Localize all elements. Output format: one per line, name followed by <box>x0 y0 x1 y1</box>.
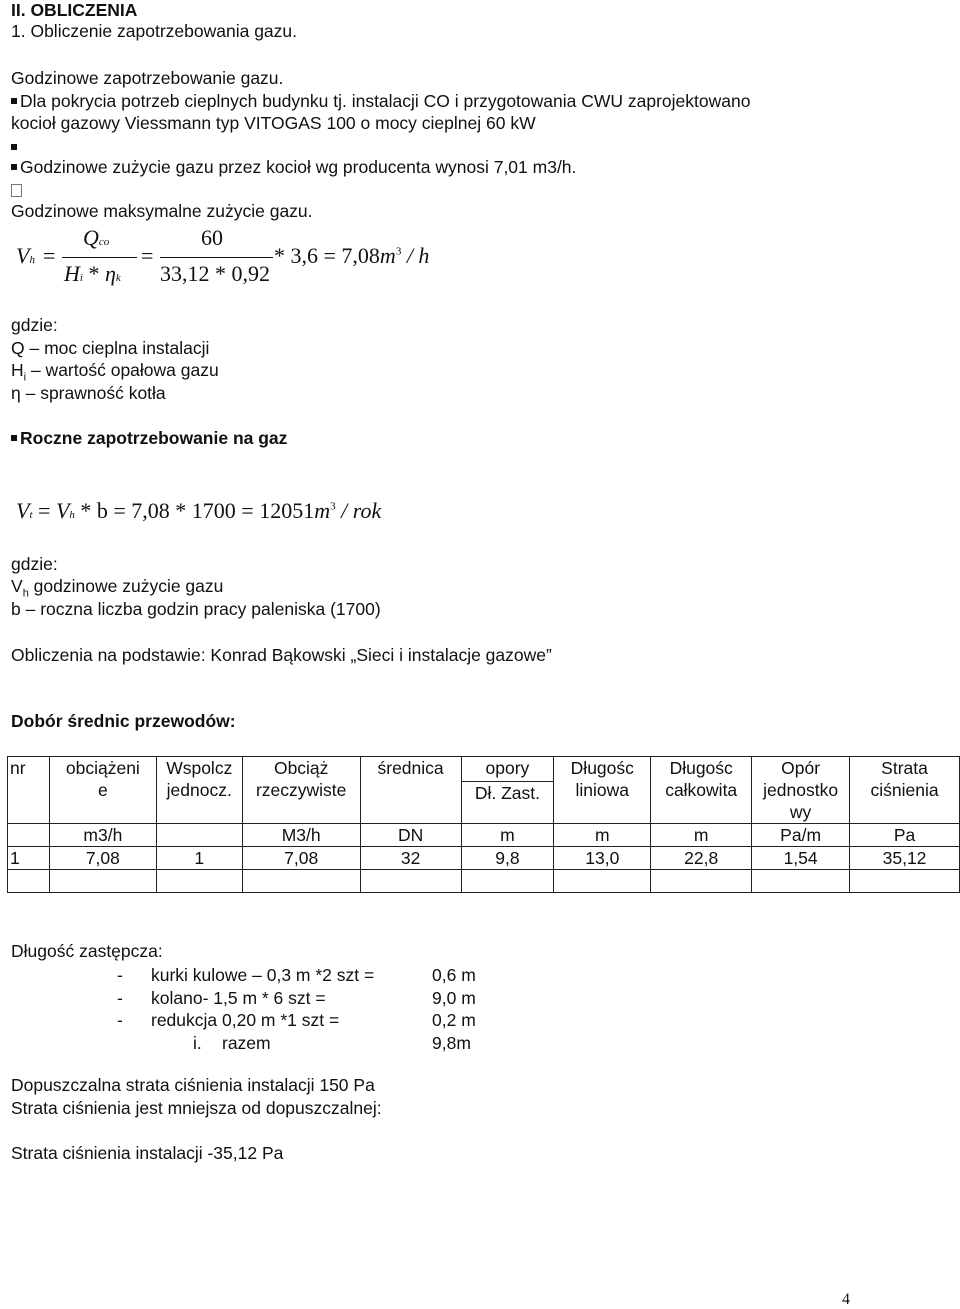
table-cell: 7,08 <box>49 847 156 870</box>
table-cell <box>752 870 850 893</box>
formula-denominator: Hi * ηk <box>64 261 121 286</box>
table-header-cell: Długośc liniowa <box>554 757 651 824</box>
empty-box-icon <box>11 184 22 197</box>
table-header-cell: Wspolcz jednocz. <box>156 757 242 824</box>
table-units-row <box>8 824 960 847</box>
page-number: 4 <box>842 1291 850 1308</box>
equiv-item-marker: - <box>117 987 123 1008</box>
where-label: gdzie: <box>11 315 58 335</box>
where-vh: $V_h$ godzinowe zużycie gazu <box>11 576 224 600</box>
table-unit-cell: m <box>554 824 651 847</box>
square-bullet-icon <box>11 164 17 170</box>
where-eta: η – sprawność kotła <box>11 383 166 403</box>
square-bullet-icon <box>11 98 17 104</box>
max-consumption-heading: Godzinowe maksymalne zużycie gazu. <box>11 201 313 221</box>
table-cell <box>156 870 242 893</box>
bullet-item-consumption: Godzinowe zużycie gazu przez kocioł wg producenta wynosi 7,01 m3/h. <box>11 157 576 178</box>
table-cell <box>49 870 156 893</box>
equiv-title: Długość zastępcza: <box>11 941 163 961</box>
bullet-empty <box>11 137 20 158</box>
table-header-cell: Opór jednostko wy <box>752 757 850 824</box>
equiv-item-marker: - <box>117 965 123 985</box>
formula-result: * $3,6 = 7,08m^3 / h$ <box>274 243 430 268</box>
pipe-table <box>7 756 960 893</box>
fraction-bar <box>62 257 137 258</box>
formula-denominator-value: 33,12 * 0,92 <box>160 261 270 286</box>
table-header-cell: obciążeni e <box>49 757 156 824</box>
where-label-2: gdzie: <box>11 554 58 574</box>
table-cell: 32 <box>360 847 461 870</box>
section-heading: II. OBLICZENIA <box>11 0 138 20</box>
hourly-label: Godzinowe zapotrzebowanie gazu. <box>11 68 284 88</box>
fraction-bar <box>160 257 273 258</box>
equiv-item-text: kurki kulowe – 0,3 m *2 szt = <box>151 965 375 985</box>
table-cell: 1 <box>156 847 242 870</box>
table-unit-cell: m <box>651 824 752 847</box>
table-cell: 35,12 <box>850 847 960 870</box>
formula-annual: $Vt = Vh * b = 7,08 * 1700 = 12051m^3$ / rok <box>16 498 382 523</box>
allowable-loss: Dopuszczalna strata ciśnienia instalacji 150 Pa <box>11 1075 375 1095</box>
equiv-item-marker: i. <box>193 1032 202 1053</box>
equiv-item-text: kolano- 1,5 m * 6 szt = <box>151 987 326 1008</box>
table-heading: Dobór średnic przewodów: <box>11 711 236 731</box>
where-q: Q – moc cieplna instalacji <box>11 338 210 358</box>
table-cell <box>461 870 554 893</box>
table-cell <box>850 870 960 893</box>
equiv-item-marker: - <box>117 1010 123 1030</box>
formula-numerator-value: 60 <box>201 225 223 250</box>
where-b: b – roczna liczba godzin pracy paleniska (1700) <box>11 599 381 619</box>
table-unit-cell <box>156 824 242 847</box>
table-cell <box>360 870 461 893</box>
table-unit-cell: DN <box>360 824 461 847</box>
table-header-cell: opory Dł. Zast. <box>461 757 554 824</box>
table-header-cell: Długośc całkowita <box>651 757 752 824</box>
table-header-cell: średnica <box>360 757 461 824</box>
table-header-cell: Strata ciśnienia <box>850 757 960 824</box>
table-cell: 1,54 <box>752 847 850 870</box>
square-bullet-icon <box>11 435 17 441</box>
table-header-cell: Obciąż rzeczywiste <box>242 757 360 824</box>
where-h: $H_i$ – wartość opałowa gazu <box>11 360 219 384</box>
table-unit-cell: Pa/m <box>752 824 850 847</box>
table-cell: 13,0 <box>554 847 651 870</box>
source-note: Obliczenia na podstawie: Konrad Bąkowski „Sieci i instalacje gazowe” <box>11 645 552 665</box>
equiv-item-value: 9,0 m <box>432 987 476 1008</box>
table-cell: 22,8 <box>651 847 752 870</box>
table-unit-cell: M3/h <box>242 824 360 847</box>
table-cell: 7,08 <box>242 847 360 870</box>
equiv-item-text: redukcja 0,20 m *1 szt = <box>151 1010 340 1030</box>
table-row <box>8 847 960 870</box>
equiv-item-value: 0,6 m <box>432 965 476 985</box>
table-unit-cell <box>8 824 50 847</box>
table-cell <box>651 870 752 893</box>
table-unit-cell: m3/h <box>49 824 156 847</box>
bullet-item-boiler: Dla pokrycia potrzeb cieplnych budynku tj. instalacji CO i przygotowania CWU zaprojektowano <box>11 91 750 112</box>
checkbox-line <box>11 180 22 201</box>
table-cell <box>242 870 360 893</box>
pressure-loss: Strata ciśnienia instalacji -35,12 Pa <box>11 1143 284 1163</box>
equiv-item-value: 0,2 m <box>432 1010 476 1030</box>
equiv-item-text: razem <box>222 1032 271 1053</box>
equiv-item-value: 9,8m <box>432 1032 471 1053</box>
table-row <box>8 870 960 893</box>
square-bullet-icon <box>11 144 17 150</box>
annual-heading: Roczne zapotrzebowanie na gaz <box>11 428 287 449</box>
table-cell: 9,8 <box>461 847 554 870</box>
loss-comparison: Strata ciśnienia jest mniejsza od dopuszczalnej: <box>11 1098 382 1118</box>
subsection-heading: 1. Obliczenie zapotrzebowania gazu. <box>11 21 298 41</box>
formula-numerator: Qco <box>83 225 110 250</box>
table-unit-cell: Pa <box>850 824 960 847</box>
table-header-cell: nr <box>8 757 50 824</box>
bullet-item-boiler-cont: kocioł gazowy Viessmann typ VITOGAS 100 o mocy cieplnej 60 kW <box>11 113 536 133</box>
table-cell <box>8 870 50 893</box>
table-unit-cell: m <box>461 824 554 847</box>
table-cell: 1 <box>8 847 50 870</box>
formula-lhs: Vh <box>16 243 35 268</box>
table-cell <box>554 870 651 893</box>
table-header-row <box>8 757 960 824</box>
